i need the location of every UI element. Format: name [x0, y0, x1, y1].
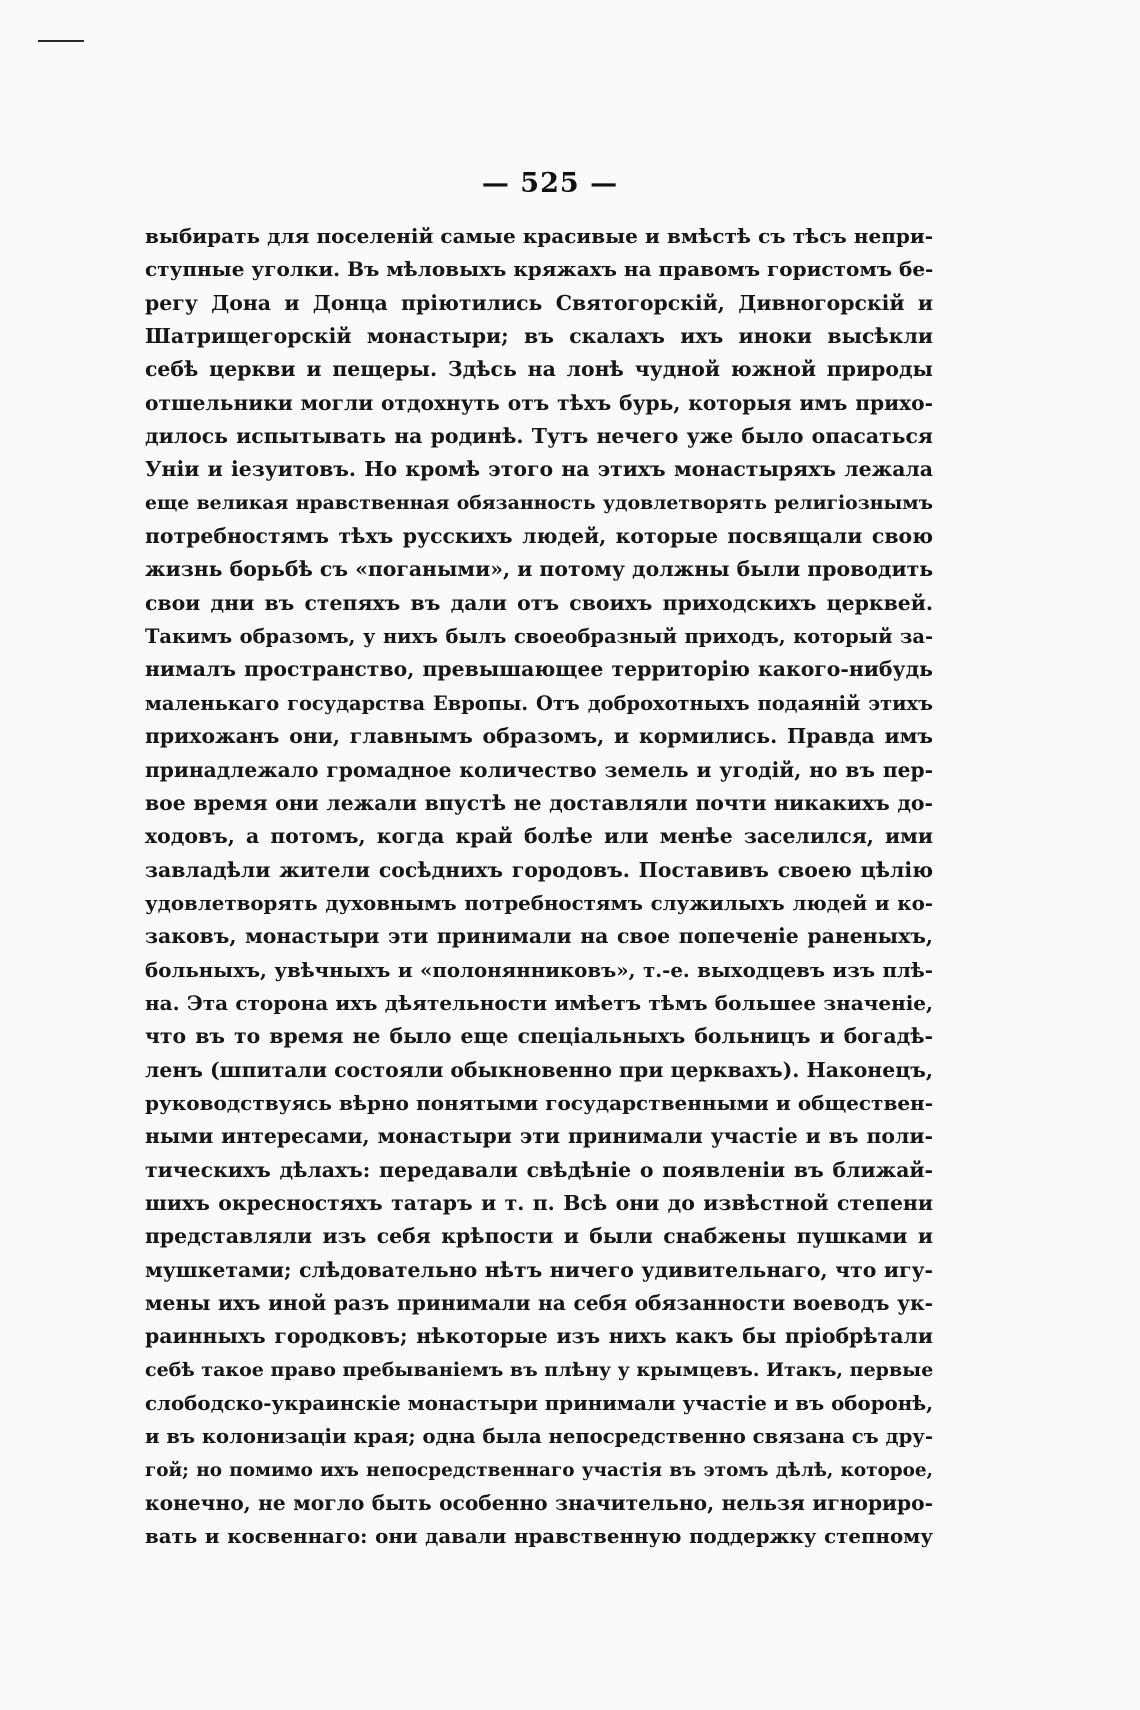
text-line: свои дни въ степяхъ въ дали отъ своихъ приходскихъ церквей.	[145, 590, 933, 615]
text-line: тическихъ дѣлахъ: передавали свѣдѣніе о появленіи въ ближай-	[145, 1157, 933, 1182]
corner-rule	[38, 40, 84, 42]
text-line: ленъ (шпитали состояли обыкновенно при церквахъ). Наконецъ,	[145, 1057, 933, 1082]
text-line: мены ихъ иной разъ принимали на себя обязанности воеводъ ук-	[145, 1291, 933, 1315]
text-line: Шатрищегорскій монастыри; въ скалахъ ихъ иноки высѣкли	[145, 324, 933, 349]
text-line: мушкетами; слѣдовательно нѣтъ ничего удивительнаго, что игу-	[145, 1257, 933, 1282]
text-line: конечно, не могло быть особенно значительно, нельзя игнориро-	[145, 1491, 933, 1516]
text-line: еще великая нравственная обязанность удовлетворять религіознымъ	[145, 491, 933, 514]
text-line: жизнь борьбѣ съ «погаными», и потому должны были проводить	[145, 557, 933, 582]
text-line: что въ то время не было еще спеціальныхъ больницъ и богадѣ-	[145, 1024, 933, 1049]
text-line: потребностямъ тѣхъ русскихъ людей, которые посвящали свою	[145, 524, 933, 549]
text-line: завладѣли жители сосѣднихъ городовъ. Поставивъ своею цѣлію	[145, 857, 933, 882]
text-line: руководствуясь вѣрно понятыми государственными и обществен-	[145, 1090, 933, 1115]
text-line: раинныхъ городковъ; нѣкоторые изъ нихъ какъ бы пріобрѣтали	[145, 1324, 933, 1349]
text-line: на. Эта сторона ихъ дѣятельности имѣетъ тѣмъ большее значеніе,	[145, 990, 933, 1015]
text-line: вать и косвеннаго: они давали нравственную поддержку степному	[145, 1524, 933, 1549]
text-line: принадлежало громадное количество земель и угодій, но въ пер-	[145, 757, 933, 782]
text-line: слободско-украинскіе монастыри принимали участіе и въ оборонѣ,	[145, 1391, 933, 1416]
text-line: вое время они лежали впустѣ не доставляли почти никакихъ до-	[145, 790, 933, 815]
page-number: — 525 —	[481, 168, 619, 199]
text-line: нималъ пространство, превышающее территорію какого-нибудь	[145, 657, 933, 682]
text-line: шихъ окресностяхъ татаръ и т. п. Всѣ они до извѣстной степени	[145, 1190, 933, 1215]
text-line: заковъ, монастыри эти принимали на свое попеченіе раненыхъ,	[145, 924, 933, 949]
text-line: и въ колонизаціи края; одна была непосредственно связана съ дру-	[145, 1425, 933, 1449]
body-text	[145, 220, 933, 1554]
text-line: себѣ такое право пребываніемъ въ плѣну у крымцевъ. Итакъ, первые	[145, 1358, 933, 1381]
text-line: ными интересами, монастыри эти принимали участіе и въ поли-	[145, 1124, 933, 1149]
text-line: выбирать для поселеній самые красивые и вмѣстѣ съ тѣсъ непри-	[145, 224, 933, 248]
text-line: дилось испытывать на родинѣ. Тутъ нечего уже было опасаться	[145, 424, 933, 449]
text-line: Уніи и іезуитовъ. Но кромѣ этого на этихъ монастыряхъ лежала	[145, 457, 933, 482]
text-line: маленькаго государства Европы. Отъ доброхотныхъ подаяній этихъ	[145, 691, 933, 715]
text-line: ступные уголки. Въ мѣловыхъ кряжахъ на правомъ гористомъ бе-	[145, 257, 933, 282]
text-line: удовлетворять духовнымъ потребностямъ служилыхъ людей и ко-	[145, 890, 933, 915]
text-line: себѣ церкви и пещеры. Здѣсь на лонѣ чудной южной природы	[145, 357, 933, 382]
text-line: прихожанъ они, главнымъ образомъ, и кормились. Правда имъ	[145, 724, 933, 749]
text-line: ходовъ, а потомъ, когда край болѣе или менѣе заселился, ими	[145, 824, 933, 849]
text-line: больныхъ, увѣчныхъ и «полонянниковъ», т.-е. выходцевъ изъ плѣ-	[145, 957, 933, 982]
text-line: регу Дона и Донца пріютились Святогорскій, Дивногорскій и	[145, 290, 933, 315]
text-line: гой; но помимо ихъ непосредственнаго участія въ этомъ дѣлѣ, которое,	[145, 1459, 933, 1481]
text-line: представляли изъ себя крѣпости и были снабжены пушками и	[145, 1224, 933, 1249]
text-line: отшельники могли отдохнуть отъ тѣхъ бурь, которыя имъ прихо-	[145, 390, 933, 415]
text-line: Такимъ образомъ, у нихъ былъ своеобразный приходъ, который за-	[145, 625, 933, 649]
